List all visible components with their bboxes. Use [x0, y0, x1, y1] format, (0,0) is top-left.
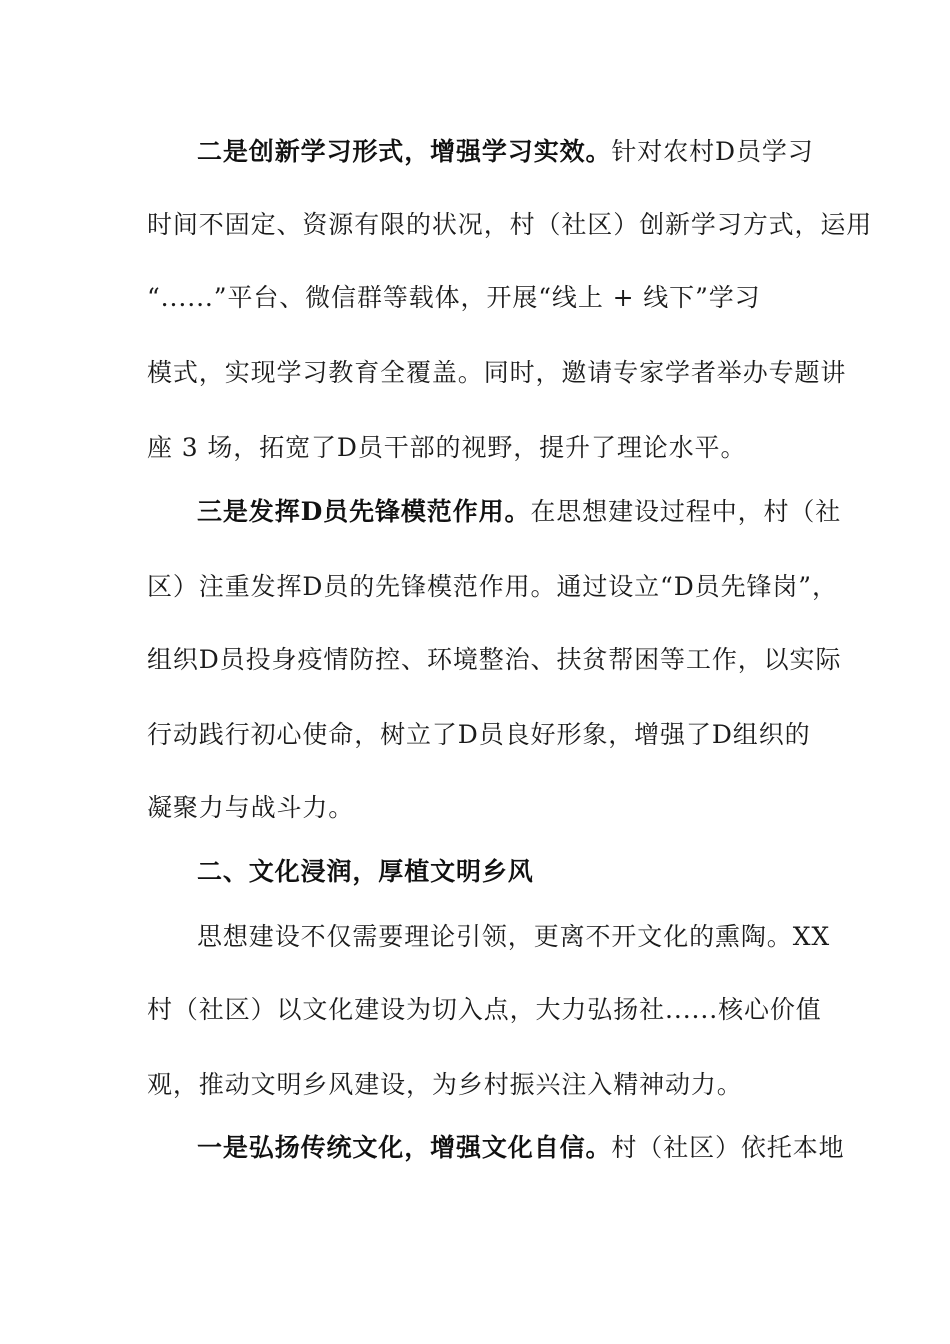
paragraph-2-text: 在思想建设过程中，村（社: [530, 497, 842, 526]
paragraph-1-lead: 二是创新学习形式，增强学习实效。: [197, 137, 612, 166]
paragraph-1-line-3: “......”平台、微信群等载体，开展“线上 + 线下”学习: [147, 283, 761, 312]
paragraph-2-lead: 三是发挥D员先锋模范作用。: [197, 497, 531, 526]
paragraph-1-line-2: 时间不固定、资源有限的状况，村（社区）创新学习方式，运用: [147, 210, 873, 239]
paragraph-2-line-5: 凝聚力与战斗力。: [147, 793, 355, 822]
paragraph-1-line-5: 座 3 场，拓宽了D员干部的视野，提升了理论水平。: [147, 433, 747, 462]
paragraph-3-line-3: 观，推动文明乡风建设，为乡村振兴注入精神动力。: [147, 1070, 743, 1099]
paragraph-4-line-1: [197, 1133, 845, 1163]
paragraph-1-text: 针对农村D员学习: [611, 137, 814, 166]
paragraph-2-line-2: 区）注重发挥D员的先锋模范作用。通过设立“D员先锋岗”，: [147, 572, 838, 601]
section-heading: 二、文化浸润，厚植文明乡风: [197, 857, 534, 886]
paragraph-4-text: 村（社区）依托本地: [611, 1133, 845, 1162]
paragraph-4-lead: 一是弘扬传统文化，增强文化自信。: [197, 1133, 612, 1162]
paragraph-1-line-1: [197, 137, 814, 167]
paragraph-3-line-2: 村（社区）以文化建设为切入点，大力弘扬社......核心价值: [147, 995, 822, 1024]
paragraph-2-line-3: 组织D员投身疫情防控、环境整治、扶贫帮困等工作，以实际: [147, 645, 842, 674]
paragraph-2-line-4: 行动践行初心使命，树立了D员良好形象，增强了D组织的: [147, 720, 811, 749]
paragraph-3-line-1: 思想建设不仅需要理论引领，更离不开文化的熏陶。XX: [197, 922, 831, 951]
paragraph-2-line-1: [197, 497, 842, 527]
paragraph-1-line-4: 模式，实现学习教育全覆盖。同时，邀请专家学者举办专题讲: [147, 358, 847, 387]
